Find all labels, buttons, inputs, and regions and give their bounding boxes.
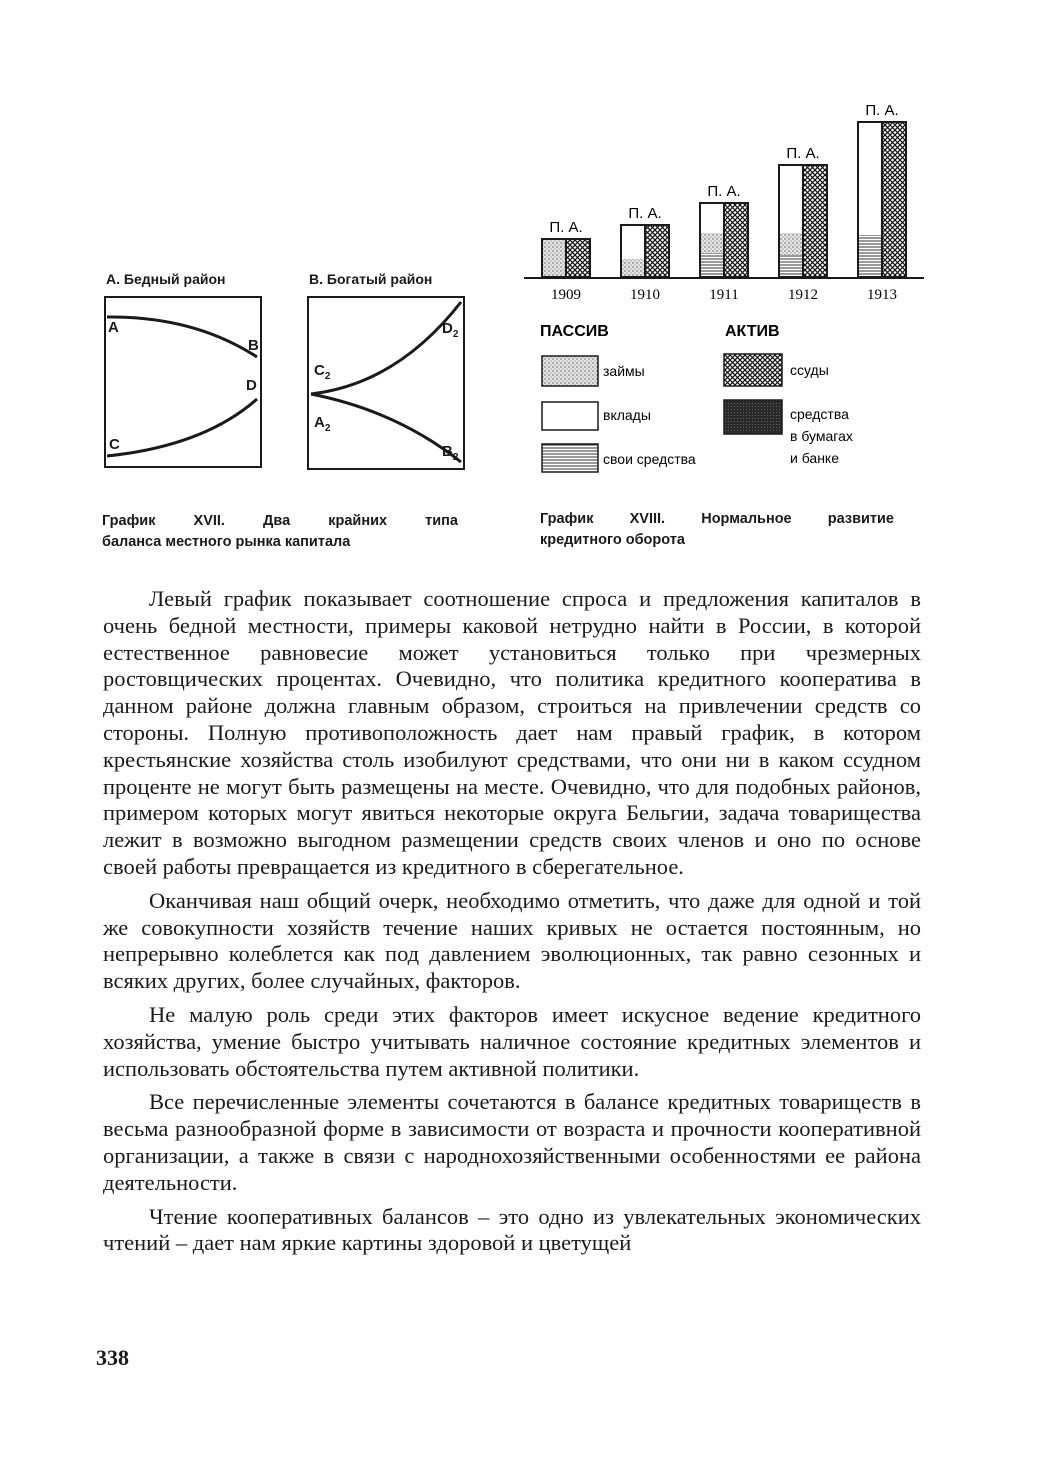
legend-swatch-deposits	[542, 402, 598, 430]
panel-b	[307, 296, 465, 470]
year-label-1913: 1913	[867, 287, 897, 303]
figure18-caption-line1: График XVIII. Нормальное развитие	[540, 511, 894, 527]
figure18-caption	[540, 509, 894, 551]
figure17-caption-line1: График XVII. Два крайних типа	[102, 513, 458, 529]
page-number: 338	[96, 1345, 129, 1370]
legend-securities-line1: средства	[790, 406, 849, 422]
bar-passive-1911-segment	[700, 253, 724, 277]
panel-b-title: В. Богатый район	[309, 271, 433, 287]
bar-active-1912	[803, 165, 827, 277]
legend-securities-line2: в бумагах	[790, 428, 853, 444]
legend-deposits: вклады	[603, 407, 651, 423]
bar-passive-1911-segment	[700, 233, 724, 253]
bar-label-1912: П. А.	[786, 145, 820, 162]
paragraph-2: Оканчивая наш общий очерк, необходимо отметить, что даже для одной и той же совокупности хозяйств течение наших кривых не остается постоянным, но непрерывно колеблется как под давлением эволюционных, так равно сезонных и всяких других, более случайных, факторов.	[103, 887, 921, 994]
panel-a-title: А. Бедный район	[106, 271, 226, 287]
bar-label-1911: П. А.	[707, 183, 741, 200]
bar-active-1911	[724, 203, 748, 277]
year-labels-group	[551, 287, 897, 303]
panel-b-frame	[308, 297, 464, 469]
paragraph-4: Все перечисленные элементы сочетаются в балансе кредитных товариществ в весьма разнообразной форме в зависимости от возраста и прочности кооперативной организации, а также в связи с народнохозяйственными особенностями ее района деятельности.	[103, 1089, 921, 1195]
point-b-label: B	[248, 337, 259, 354]
bar-passive-1910-segment	[621, 225, 645, 259]
legend-active-title: АКТИВ	[725, 323, 780, 340]
bar-passive-1910-segment	[621, 259, 645, 277]
bar-passive-1909-segment	[542, 239, 566, 277]
point-d-label: D	[246, 377, 257, 394]
point-a-label: A	[108, 319, 119, 336]
bar-active-1909	[566, 239, 590, 277]
figure18-caption-line2: кредитного оборота	[540, 532, 685, 548]
bar-passive-1912-segment	[779, 255, 803, 277]
figure18-chart	[520, 90, 940, 490]
point-c-label: C	[109, 436, 120, 453]
figure17-caption-line2: баланса местного рынка капитала	[102, 534, 351, 550]
legend-swatch-own-funds	[542, 444, 598, 472]
point-b2-label: $B_2$	[442, 443, 459, 463]
legend-own-funds: свои средства	[603, 451, 696, 467]
legend-swatch-loans-given	[724, 354, 782, 386]
paragraph-3: Не малую роль среди этих факторов имеет искусное ведение кредитного хозяйства, умение быстро учитывать наличное состояние кредитных элементов и использовать обстоятельства путем активной политики.	[103, 1001, 921, 1081]
year-label-1910: 1910	[630, 287, 660, 303]
bar-label-1910: П. А.	[628, 205, 662, 222]
figure17-caption	[102, 511, 458, 553]
point-d2-label: $D_2$	[442, 320, 459, 340]
legend-loans-taken: займы	[603, 363, 645, 379]
bar-passive-1912-segment	[779, 165, 803, 233]
legend-securities-line3: и банке	[790, 450, 839, 466]
bar-active-1910	[645, 225, 669, 277]
panel-a	[104, 296, 262, 468]
legend-passive-title: ПАССИВ	[540, 323, 609, 340]
curve-a2-b2	[311, 394, 461, 462]
bar-passive-1913-segment	[858, 122, 882, 235]
demand-curve-cd	[107, 399, 257, 456]
legend-loans-given: ссуды	[790, 362, 829, 378]
bar-passive-1911-segment	[700, 203, 724, 233]
bar-label-1913: П. А.	[865, 102, 899, 119]
bars-group	[542, 102, 906, 277]
curve-c2-d2	[311, 302, 461, 394]
point-a2-label: $A_2$	[314, 414, 331, 434]
paragraph-5: Чтение кооперативных балансов – это одно из увлекательных экономических чтений – дает нам яркие картины здоровой и цветущей	[103, 1203, 921, 1256]
bar-passive-1913-segment	[858, 235, 882, 277]
paragraph-1: Левый график показывает соотношение спроса и предложения капиталов в очень бедной местности, примеры каковой нетрудно найти в России, в которой естественное равновесие может установиться только при чрезмерных ростовщических процентах. Очевидно, что политика кредитного кооператива в данном районе должна главным образом, строиться на привлечении средств со стороны. Полную противоположность дает нам правый график, в котором крестьянские хозяйства столь изобилуют средствами, что они ни в каком ссудном проценте не могут быть размещены на месте. Очевидно, что для подобных районов, примером которых могут явиться некоторые округа Бельгии, задача товарищества лежит в возможно выгодном размещении средств своих членов и оно по основе своей работы превращается из кредитного в сберегательное.	[103, 586, 921, 879]
bar-passive-1912-segment	[779, 233, 803, 255]
legend-swatch-loans-taken	[542, 356, 598, 386]
year-label-1912: 1912	[788, 287, 818, 303]
bar-active-1913	[882, 122, 906, 277]
supply-curve-ab	[107, 317, 257, 357]
body-text	[103, 586, 921, 1264]
panel-a-plot	[104, 296, 262, 468]
legend-swatch-securities	[724, 400, 782, 434]
bar-label-1909: П. А.	[549, 219, 583, 236]
point-c2-label: $C_2$	[314, 362, 331, 382]
year-label-1911: 1911	[709, 287, 739, 303]
year-label-1909: 1909	[551, 287, 581, 303]
